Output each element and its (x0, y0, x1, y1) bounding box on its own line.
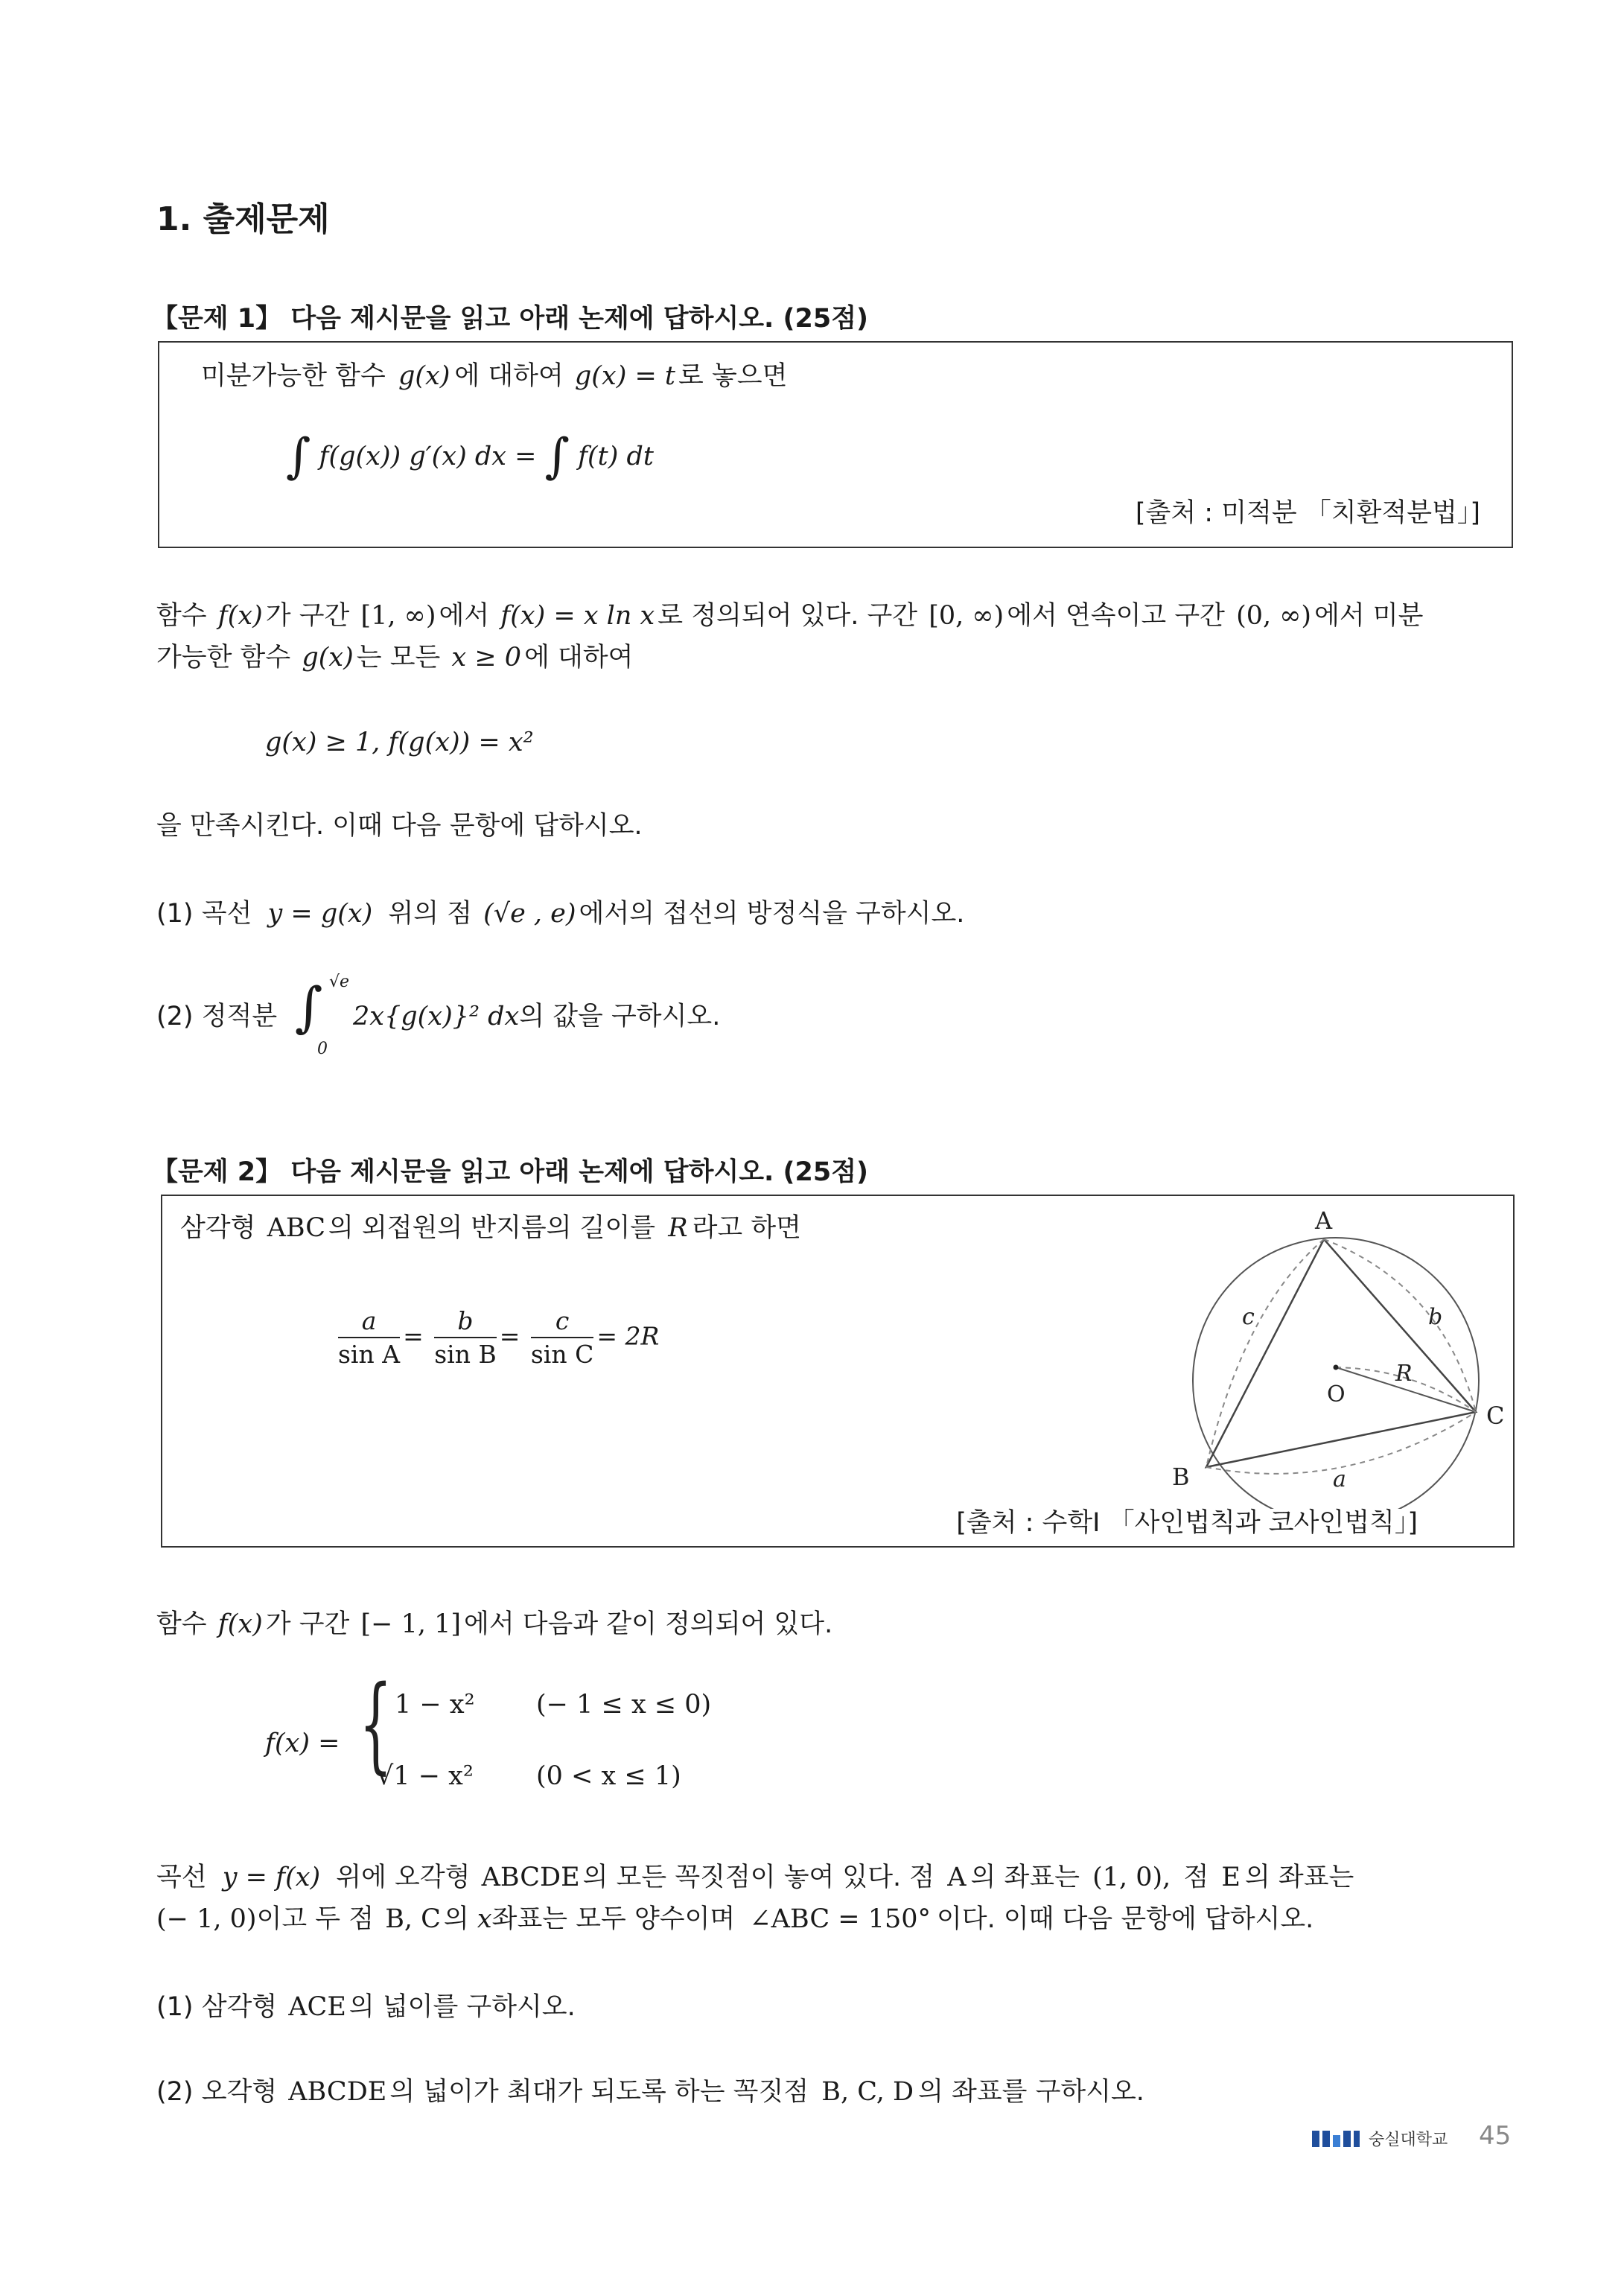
problem2-box-line1: 삼각형 ABC 의 외접원의 반지름의 길이를 R 라고 하면 (180, 1213, 801, 1243)
problem1-question2-integrand: 2x{g(x)}² dx의 값을 구하시오. (353, 1002, 721, 1031)
triangle-abc (1206, 1239, 1476, 1467)
piecewise-lhs: f(x) = (265, 1729, 340, 1758)
integral-sign: ∫ (295, 976, 323, 1038)
footer-university-logo (1311, 2127, 1448, 2150)
problem1-satisfy-text: 을 만족시킨다. 이때 다음 문항에 답하시오. (156, 811, 643, 841)
label-a: a (1333, 1466, 1346, 1492)
page-number: 45 (1479, 2121, 1512, 2151)
ssu-logo-icon (1311, 2128, 1363, 2150)
problem1-reference-box (158, 341, 1513, 548)
label-c: c (1242, 1304, 1255, 1330)
problem2-source: [출처 : 수학Ⅰ 「사인법칙과 코사인법칙」] (956, 1508, 1418, 1538)
problem2-paragraph-line1: 함수 f(x) 가 구간 [− 1, 1] 에서 다음과 같이 정의되어 있다. (156, 1609, 833, 1639)
problem1-heading: 【문제 1】 다음 제시문을 읽고 아래 논제에 답하시오. (25점) (152, 304, 869, 334)
sine-law-formula: $\frac{a}{\text{sin A}}$ = $\frac{b}{\text{sin B}}$ = $\frac{c}{\text{sin C}}$ = 2R (338, 1306, 660, 1369)
integral-sign: ∫ (286, 429, 311, 484)
problem1-paragraph-line1: 함수 f(x) 가 구간 [1, ∞) 에서 f(x) = x ln x 로 정의되어 있다. 구간 [0, ∞) 에서 연속이고 구간 (0, ∞) 에서 미분 (156, 601, 1424, 631)
problem1-question2-integral (295, 976, 323, 1038)
label-A: A (1315, 1206, 1333, 1235)
problem2-question2: (2) 오각형 ABCDE 의 넓이가 최대가 되도록 하는 꼭짓점 B, C, D 의 좌표를 구하시오. (156, 2077, 1144, 2107)
integral-upper-limit: √e (329, 973, 350, 991)
problem2-paragraph2-line1: 곡선 y = f(x) 위에 오각형 ABCDE 의 모든 꼭짓점이 놓여 있다. 점 A 의 좌표는 (1, 0), 점 E 의 좌표는 (156, 1863, 1354, 1892)
section-title: 1. 출제문제 (156, 200, 330, 238)
problem1-box-line1: 미분가능한 함수 g(x) 에 대하여 g(x) = t 로 놓으면 (201, 361, 788, 391)
problem1-paragraph-line2: 가능한 함수 g(x) 는 모든 x ≥ 0 에 대하여 (156, 643, 634, 672)
problem1-question2: (2) 정적분 (156, 1002, 278, 1031)
integral-sign: ∫ (544, 429, 570, 484)
piecewise-case2-expression: √1 − x² (377, 1761, 474, 1791)
piecewise-case1-expression: 1 − x² (395, 1690, 475, 1720)
problem1-substitution-formula: ∫ f(g(x)) g′(x) dx = ∫ f(t) dt (286, 429, 655, 484)
label-R: R (1395, 1361, 1413, 1387)
problem2-reference-box (161, 1195, 1515, 1548)
problem1-source: [출처 : 미적분 「치환적분법」] (1135, 498, 1480, 528)
problem1-question1: (1) 곡선 y = g(x) 위의 점 (√e , e) 에서의 접선의 방정식을 구하시오. (156, 899, 965, 929)
footer-university-name: 숭실대학교 (1369, 2131, 1448, 2149)
circumcircle-diagram (1026, 1196, 1518, 1509)
label-O: O (1327, 1381, 1346, 1408)
label-B: B (1172, 1463, 1190, 1491)
label-C: C (1486, 1402, 1505, 1430)
problem2-paragraph2-line2: (− 1, 0)이고 두 점 B, C 의 x좌표는 모두 양수이며 ∠ABC = 150° 이다. 이때 다음 문항에 답하시오. (156, 1904, 1314, 1934)
problem1-condition-equation: g(x) ≥ 1, f(g(x)) = x² (265, 728, 534, 757)
piecewise-brace: { (359, 1664, 392, 1785)
piecewise-case1-condition: (− 1 ≤ x ≤ 0) (536, 1690, 712, 1720)
piecewise-case2-condition: (0 < x ≤ 1) (536, 1761, 681, 1791)
label-b: b (1428, 1304, 1443, 1330)
problem2-heading: 【문제 2】 다음 제시문을 읽고 아래 논제에 답하시오. (25점) (152, 1157, 869, 1187)
center-point (1334, 1365, 1339, 1370)
integral-lower-limit: 0 (317, 1040, 328, 1058)
arc-a (1206, 1412, 1476, 1474)
problem2-question1: (1) 삼각형 ACE 의 넓이를 구하시오. (156, 1992, 576, 2022)
